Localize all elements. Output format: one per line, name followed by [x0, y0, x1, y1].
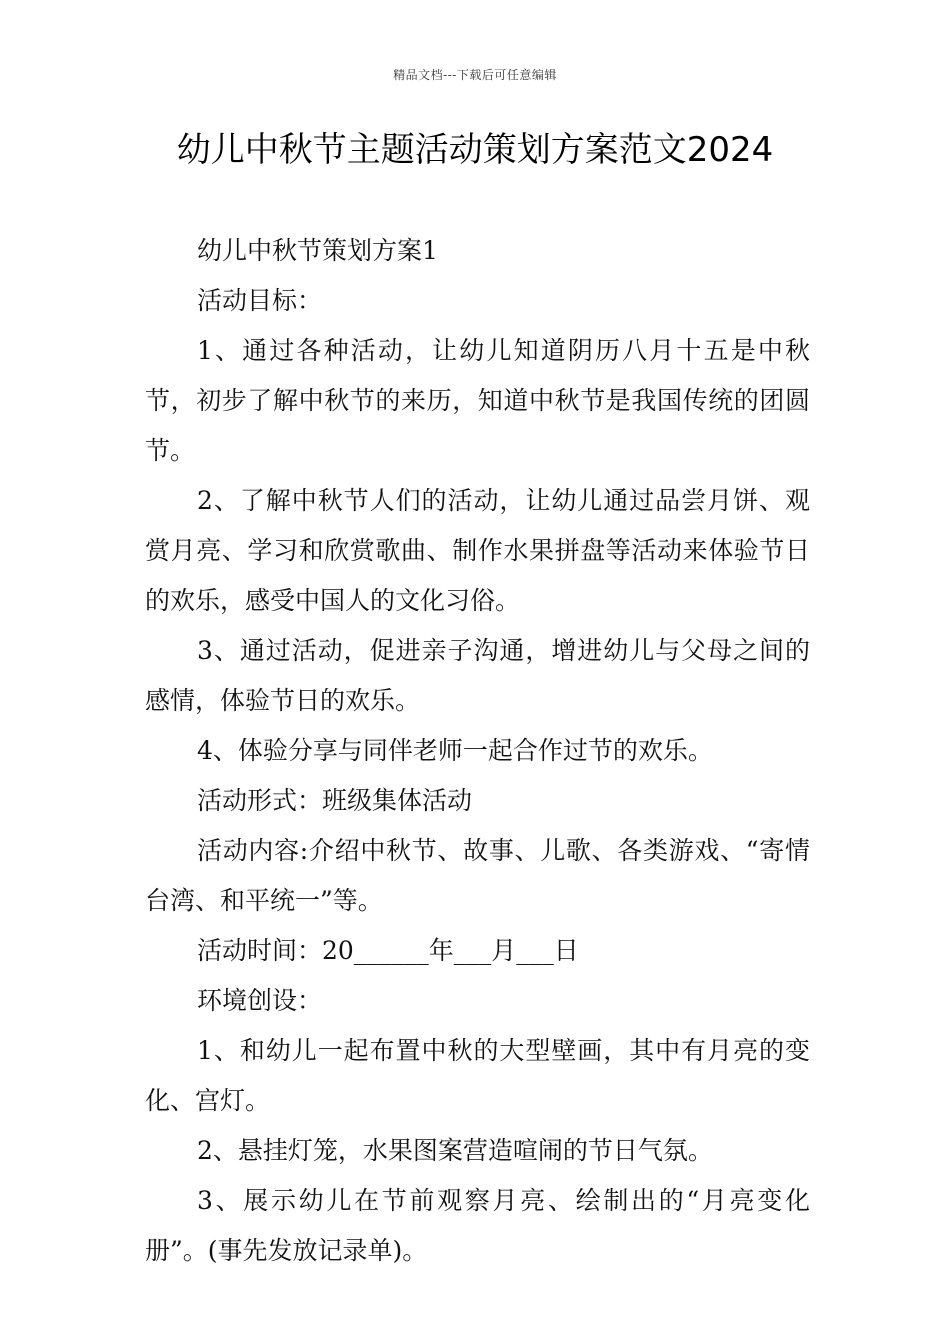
document-title: 幼儿中秋节主题活动策划方案范文2024 [176, 130, 774, 170]
paragraph-activity-time: 活动时间：20______年___月___日 [197, 936, 579, 965]
paragraph-activity-form: 活动形式：班级集体活动 [197, 786, 473, 815]
paragraph-plan-heading: 幼儿中秋节策划方案1 [197, 236, 438, 265]
paragraph-goal-2: 2、了解中秋节人们的活动，让幼儿通过品尝月饼、观赏月亮、学习和欣赏歌曲、制作水果拼盘等活动来体验节日的欢乐，感受中国人的文化习俗。 [145, 486, 810, 615]
paragraph-environment-1: 1、和幼儿一起布置中秋的大型壁画，其中有月亮的变化、宫灯。 [145, 1036, 810, 1115]
paragraph-goal-1: 1、通过各种活动，让幼儿知道阴历八月十五是中秋节，初步了解中秋节的来历，知道中秋节是我国传统的团圆节。 [145, 336, 810, 465]
paragraph-goal-3: 3、通过活动，促进亲子沟通，增进幼儿与父母之间的感情，体验节日的欢乐。 [145, 636, 810, 715]
paragraph-environment-3: 3、展示幼儿在节前观察月亮、绘制出的“月亮变化册”。(事先发放记录单)。 [145, 1186, 810, 1265]
paragraph-environment-2: 2、悬挂灯笼，水果图案营造喧闹的节日气氛。 [197, 1136, 713, 1165]
paragraph-environment-heading: 环境创设： [197, 986, 323, 1015]
document-body [145, 226, 810, 1276]
paragraph-activity-content: 活动内容:介绍中秋节、故事、儿歌、各类游戏、“寄情台湾、和平统一”等。 [145, 836, 810, 915]
paragraph-goals-heading: 活动目标： [197, 286, 323, 315]
header-note: 精品文档---下载后可任意编辑 [393, 68, 557, 82]
paragraph-goal-4: 4、体验分享与同伴老师一起合作过节的欢乐。 [197, 736, 713, 765]
